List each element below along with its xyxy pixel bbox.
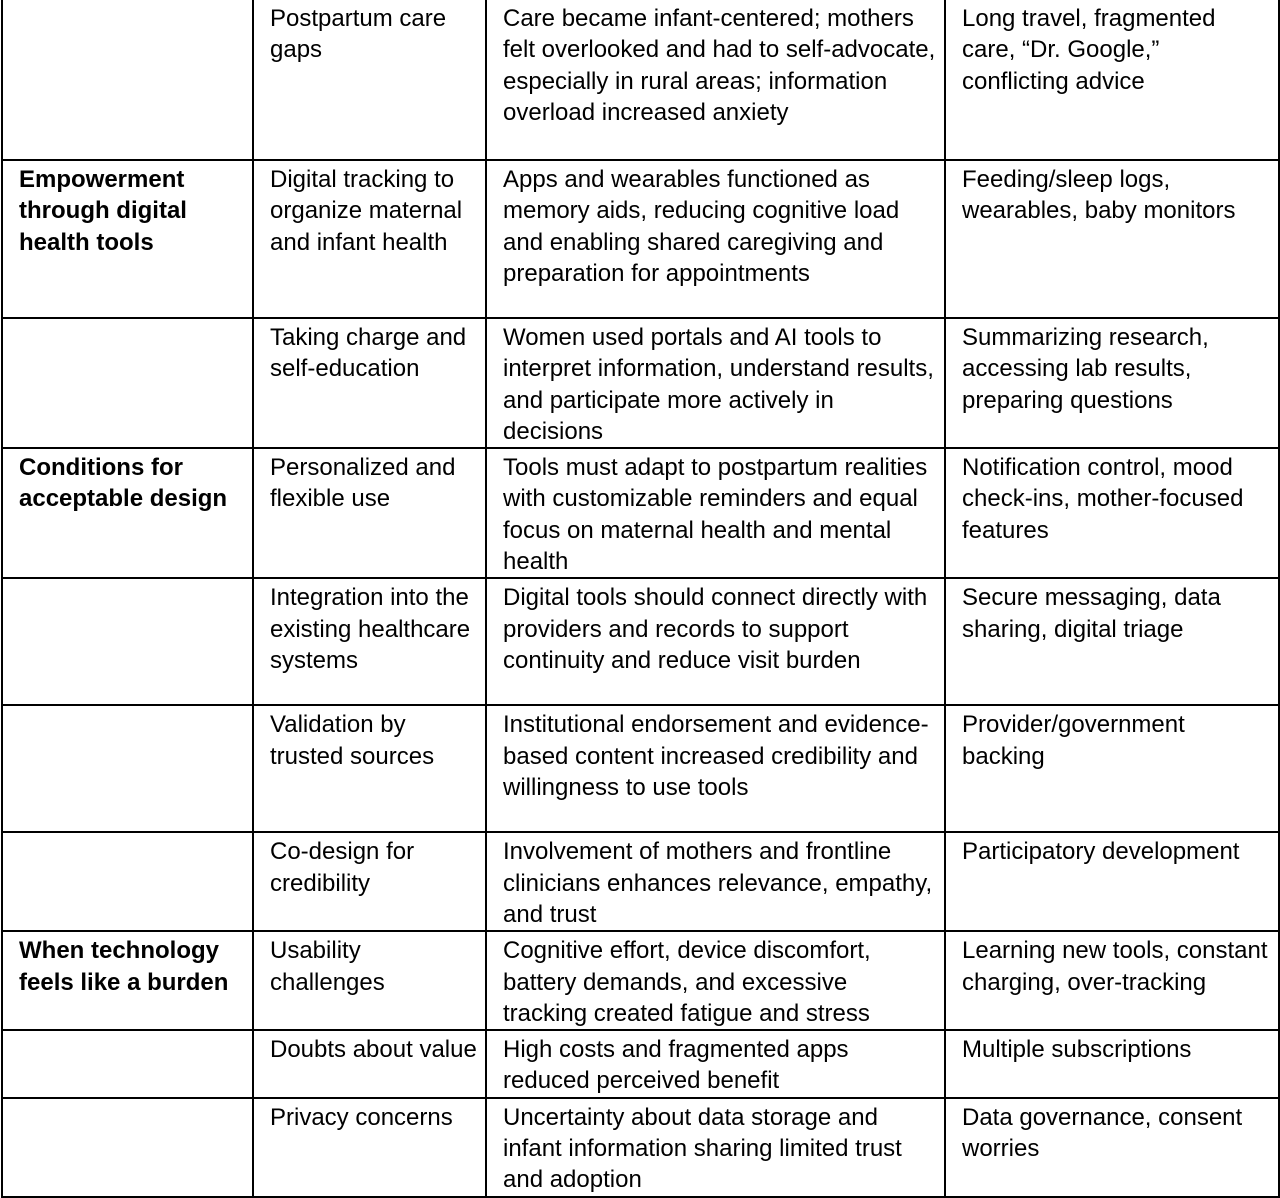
subtheme-cell: Taking charge and self-education [253,318,486,448]
theme-cell [2,1098,253,1197]
theme-cell [2,705,253,832]
examples-cell: Data governance, consent worries [945,1098,1279,1197]
examples-cell: Multiple subscriptions [945,1030,1279,1098]
description-cell: Digital tools should connect directly with providers and records to support continuity and reduce visit burden [486,578,945,705]
table-row [2,318,1279,448]
table-row [2,160,1279,318]
subtheme-cell: Doubts about value [253,1030,486,1098]
subtheme-cell: Usability challenges [253,931,486,1030]
table-row [2,832,1279,931]
examples-cell: Learning new tools, constant charging, over-tracking [945,931,1279,1030]
theme-cell: Conditions for acceptable design [2,448,253,578]
description-cell: Women used portals and AI tools to interpret information, understand results, and participate more actively in decisions [486,318,945,448]
theme-cell [2,578,253,705]
description-cell: Care became infant-centered; mothers felt overlooked and had to self-advocate, especially in rural areas; information overload increased anxiety [486,0,945,160]
theme-cell: Empowerment through digital health tools [2,160,253,318]
subtheme-cell: Personalized and flexible use [253,448,486,578]
themes-table [1,0,1280,1198]
examples-cell: Feeding/sleep logs, wearables, baby monitors [945,160,1279,318]
examples-cell: Notification control, mood check-ins, mother-focused features [945,448,1279,578]
examples-cell: Summarizing research, accessing lab results, preparing questions [945,318,1279,448]
theme-cell [2,0,253,160]
examples-cell: Secure messaging, data sharing, digital triage [945,578,1279,705]
examples-cell: Provider/government backing [945,705,1279,832]
table-row [2,1098,1279,1197]
description-cell: Institutional endorsement and evidence-based content increased credibility and willingness to use tools [486,705,945,832]
description-cell: Tools must adapt to postpartum realities with customizable reminders and equal focus on maternal health and mental health [486,448,945,578]
subtheme-cell: Digital tracking to organize maternal and infant health [253,160,486,318]
examples-cell: Participatory development [945,832,1279,931]
examples-cell: Long travel, fragmented care, “Dr. Google,” conflicting advice [945,0,1279,160]
description-cell: High costs and fragmented apps reduced perceived benefit [486,1030,945,1098]
theme-cell [2,832,253,931]
table-row [2,931,1279,1030]
description-cell: Involvement of mothers and frontline clinicians enhances relevance, empathy, and trust [486,832,945,931]
theme-cell [2,1030,253,1098]
description-cell: Cognitive effort, device discomfort, battery demands, and excessive tracking created fatigue and stress [486,931,945,1030]
theme-cell [2,318,253,448]
subtheme-cell: Privacy concerns [253,1098,486,1197]
description-cell: Uncertainty about data storage and infant information sharing limited trust and adoption [486,1098,945,1197]
table-row [2,1030,1279,1098]
subtheme-cell: Co-design for credibility [253,832,486,931]
theme-cell: When technology feels like a burden [2,931,253,1030]
table-row [2,448,1279,578]
description-cell: Apps and wearables functioned as memory aids, reducing cognitive load and enabling shared caregiving and preparation for appointments [486,160,945,318]
table-row [2,705,1279,832]
subtheme-cell: Validation by trusted sources [253,705,486,832]
subtheme-cell: Postpartum care gaps [253,0,486,160]
table-row [2,578,1279,705]
subtheme-cell: Integration into the existing healthcare systems [253,578,486,705]
table-row [2,0,1279,160]
